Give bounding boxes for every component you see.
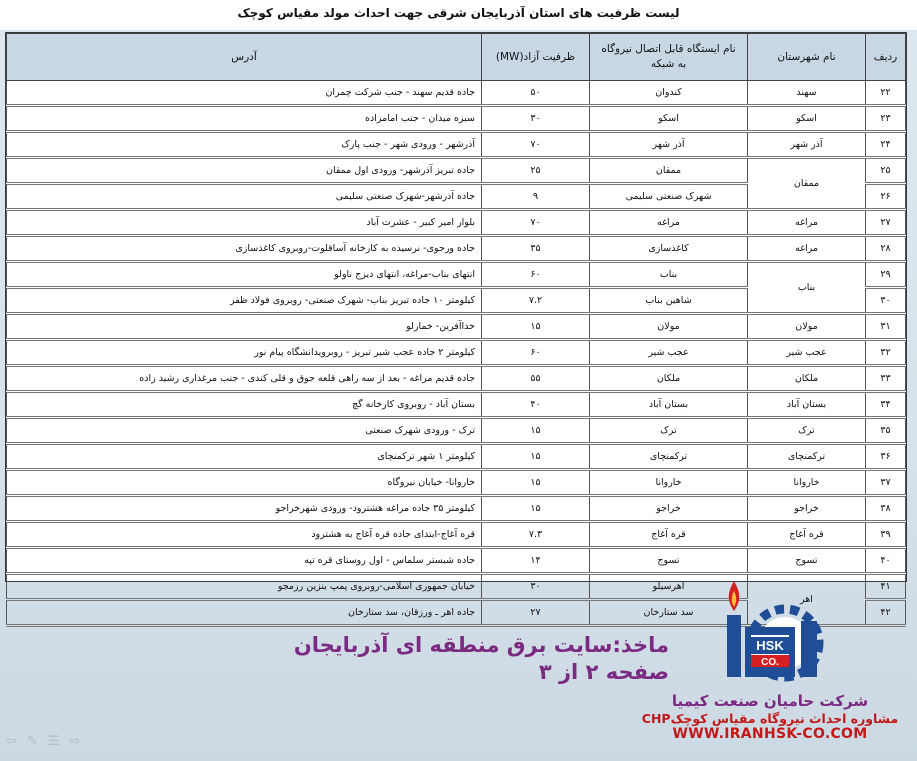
cell-station: بستان آباد <box>590 392 748 418</box>
cell-address: جاده تبریز آذرشهر- ورودی اول ممقان <box>7 158 482 184</box>
cell-row-number: ۴۱ <box>866 574 906 600</box>
cell-row-number: ۴۲ <box>866 600 906 626</box>
cell-address: خاروانا- خیابان نیروگاه <box>7 470 482 496</box>
cell-address: خداآفرین- خمارلو <box>7 314 482 340</box>
cell-address: جاده ورجوی- نرسیده به کارخانه آساقلوت-روبروی کاغذسازی <box>7 236 482 262</box>
cell-row-number: ۳۱ <box>866 314 906 340</box>
cell-city: خاروانا <box>748 470 866 496</box>
cell-city: عجب شیر <box>748 340 866 366</box>
cell-station: اسکو <box>590 106 748 132</box>
cell-address: بلوار امیر کبیر - عشرت آباد <box>7 210 482 236</box>
table-row <box>7 366 906 392</box>
cell-city: آذر شهر <box>748 132 866 158</box>
cell-row-number: ۲۲ <box>866 81 906 106</box>
cell-station: مراغه <box>590 210 748 236</box>
cell-station: کاغذسازی <box>590 236 748 262</box>
company-tagline: مشاوره احداث نیروگاه مقیاس کوچکCHP <box>641 710 899 726</box>
cell-station: ترک <box>590 418 748 444</box>
cell-row-number: ۲۳ <box>866 106 906 132</box>
table-row <box>7 210 906 236</box>
cell-station: ممقان <box>590 158 748 184</box>
table-body <box>7 81 906 626</box>
cell-row-number: ۳۸ <box>866 496 906 522</box>
table-row <box>7 236 906 262</box>
cell-row-number: ۴۰ <box>866 548 906 574</box>
cell-address: سبزه میدان - جنب امامزاده <box>7 106 482 132</box>
cell-station: شاهین بناب <box>590 288 748 314</box>
logo-text: HSK <box>756 638 784 653</box>
table-row <box>7 340 906 366</box>
cell-capacity: ۱۵ <box>482 496 590 522</box>
company-block <box>635 692 905 744</box>
cell-row-number: ۳۷ <box>866 470 906 496</box>
cell-capacity: ۷.۲ <box>482 288 590 314</box>
cell-city: مراغه <box>748 236 866 262</box>
header-row-number: ردیف <box>866 34 906 81</box>
cell-row-number: ۲۶ <box>866 184 906 210</box>
cell-address: جاده اهر ـ ورزقان، سد ستارخان <box>7 600 482 626</box>
cell-address: کیلومتر ۳۵ جاده مراغه هشترود- ورودی شهرخراجو <box>7 496 482 522</box>
table-row <box>7 496 906 522</box>
cell-city: اسکو <box>748 106 866 132</box>
cell-station: قره آغاج <box>590 522 748 548</box>
cell-station: ملکان <box>590 366 748 392</box>
cell-capacity: ۳۰ <box>482 574 590 600</box>
cell-address: انتهای بناب-مراغه، انتهای دیزج ناولو <box>7 262 482 288</box>
company-website[interactable]: WWW.IRANHSK-CO.COM <box>672 726 868 743</box>
pen-icon[interactable]: ✎ <box>26 734 38 749</box>
table-row <box>7 444 906 470</box>
cell-city: ممقان <box>748 158 866 210</box>
cell-capacity: ۷۰ <box>482 132 590 158</box>
table-row <box>7 548 906 574</box>
table-row <box>7 522 906 548</box>
header-capacity: ظرفیت آزاد(MW) <box>482 34 590 81</box>
cell-capacity: ۴۰ <box>482 392 590 418</box>
cell-address: خیابان جمهوری اسلامی-روبروی پمپ بنزین رزمجو <box>7 574 482 600</box>
cell-row-number: ۳۴ <box>866 392 906 418</box>
cell-row-number: ۲۹ <box>866 262 906 288</box>
cell-address: جاده قدیم مراغه - بعد از سه راهی قلعه جوق و قلی کندی - جنب مرغداری رشید زاده <box>7 366 482 392</box>
table-row <box>7 470 906 496</box>
source-line: ماخذ:سایت برق منطقه ای آذربایجان <box>293 633 669 657</box>
table-header-row <box>7 34 906 81</box>
cell-address: کیلومتر ۲ جاده عجب شیر تبریز - روبرویدانشگاه پیام نور <box>7 340 482 366</box>
source-note <box>294 632 669 687</box>
cell-row-number: ۲۸ <box>866 236 906 262</box>
cell-capacity: ۳۰ <box>482 106 590 132</box>
capacity-table <box>6 33 906 627</box>
cell-station: خراجو <box>590 496 748 522</box>
header-station: نام ایستگاه قابل اتصال نیروگاه به شبکه <box>590 34 748 81</box>
cell-address: کیلومتر ۱۰ جاده تبریز بناب- شهرک صنعتی- روبروی فولاد ظفر <box>7 288 482 314</box>
cell-station: عجب شیر <box>590 340 748 366</box>
cell-row-number: ۳۳ <box>866 366 906 392</box>
cell-row-number: ۲۴ <box>866 132 906 158</box>
prev-arrow-icon[interactable]: ⇦ <box>6 734 17 749</box>
next-arrow-icon[interactable]: ⇨ <box>69 734 81 749</box>
cell-city: بستان آباد <box>748 392 866 418</box>
cell-capacity: ۷.۳ <box>482 522 590 548</box>
cell-address: جاده قدیم سهند - جنب شرکت چمران <box>7 81 482 106</box>
header-city: نام شهرستان <box>748 34 866 81</box>
cell-capacity: ۶۰ <box>482 340 590 366</box>
cell-capacity: ۹ <box>482 184 590 210</box>
cell-row-number: ۳۰ <box>866 288 906 314</box>
cell-capacity: ۲۵ <box>482 158 590 184</box>
cell-station: آذر شهر <box>590 132 748 158</box>
cell-city: ترک <box>748 418 866 444</box>
cell-capacity: ۱۵ <box>482 470 590 496</box>
cell-address: ترک - ورودی شهرک صنعتی <box>7 418 482 444</box>
cell-station: ترکمنچای <box>590 444 748 470</box>
capacity-table-container <box>5 32 907 618</box>
cell-city: ملکان <box>748 366 866 392</box>
table-row <box>7 106 906 132</box>
cell-address: بستان آباد - روبروی کارخانه گچ <box>7 392 482 418</box>
table-row <box>7 418 906 444</box>
cell-row-number: ۲۷ <box>866 210 906 236</box>
company-name: شرکت حامیان صنعت کیمیا <box>671 692 869 710</box>
table-row <box>7 81 906 106</box>
cell-capacity: ۶۰ <box>482 262 590 288</box>
cell-address: جاده شبستر سلماس - اول روستای قره تپه <box>7 548 482 574</box>
cell-city: مراغه <box>748 210 866 236</box>
table-row <box>7 392 906 418</box>
table-row <box>7 158 906 184</box>
cell-address: جاده آذرشهر-شهرک صنعتی سلیمی <box>7 184 482 210</box>
cell-station: بناب <box>590 262 748 288</box>
cell-capacity: ۱۵ <box>482 418 590 444</box>
cell-capacity: ۱۵ <box>482 444 590 470</box>
cell-capacity: ۷۰ <box>482 210 590 236</box>
cell-city: ترکمنچای <box>748 444 866 470</box>
cell-capacity: ۱۵ <box>482 314 590 340</box>
cell-city: مولان <box>748 314 866 340</box>
cell-station: اهرسیلو <box>590 574 748 600</box>
cell-address: قره آغاج-ابتدای جاده قره آغاج به هشترود <box>7 522 482 548</box>
cell-station: سد ستارخان <box>590 600 748 626</box>
cell-station: شهرک صنعتی سلیمی <box>590 184 748 210</box>
cell-city: اهر <box>748 574 866 626</box>
cell-row-number: ۳۶ <box>866 444 906 470</box>
hsk-logo <box>715 575 833 693</box>
cell-row-number: ۳۹ <box>866 522 906 548</box>
header-address: آدرس <box>7 34 482 81</box>
cell-capacity: ۲۷ <box>482 600 590 626</box>
cell-capacity: ۳۵ <box>482 236 590 262</box>
table-row <box>7 314 906 340</box>
cell-row-number: ۳۲ <box>866 340 906 366</box>
cell-station: کندوان <box>590 81 748 106</box>
cell-city: تسوج <box>748 548 866 574</box>
page-indicator: صفحه ۲ از ۳ <box>538 660 669 685</box>
document-title: لیست ظرفیت های استان آذربایجان شرقی جهت احداث مولد مقیاس کوچک <box>237 6 680 20</box>
cell-row-number: ۳۵ <box>866 418 906 444</box>
cell-city: بناب <box>748 262 866 314</box>
cell-city: خراجو <box>748 496 866 522</box>
table-row <box>7 262 906 288</box>
cell-station: تسوج <box>590 548 748 574</box>
cell-capacity: ۵۵ <box>482 366 590 392</box>
cell-station: مولان <box>590 314 748 340</box>
flame-icon <box>729 581 740 611</box>
cell-row-number: ۲۵ <box>866 158 906 184</box>
cell-capacity: ۵۰ <box>482 81 590 106</box>
cell-station: خاروانا <box>590 470 748 496</box>
cell-city: قره آغاج <box>748 522 866 548</box>
menu-icon[interactable]: ☰ <box>47 734 60 749</box>
cell-capacity: ۱۴ <box>482 548 590 574</box>
logo-subtext: CO. <box>761 657 779 668</box>
cell-city: سهند <box>748 81 866 106</box>
slide-nav-controls <box>6 734 80 749</box>
cell-address: کیلومتر ۱ شهر ترکمنچای <box>7 444 482 470</box>
cell-address: آذرشهر - ورودی شهر - جنب پارک <box>7 132 482 158</box>
table-row <box>7 132 906 158</box>
